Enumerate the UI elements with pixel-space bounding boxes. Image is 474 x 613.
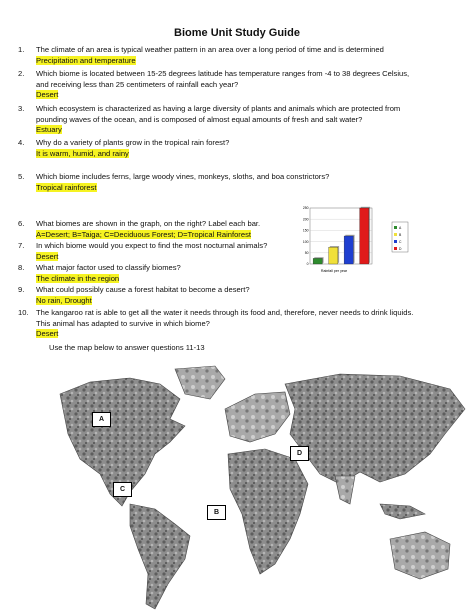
chart-xlabel: Rainfall per year [320,269,348,273]
south-america [130,504,190,609]
q10-number: 10. [18,308,29,317]
chart-legend-swatch [394,233,397,236]
q9-answer: No rain, Drought [36,295,92,305]
chart-y-tick-label: 250 [302,206,309,211]
q10-line-2: This animal has adapted to survive in which biome? [36,318,210,328]
chart-bar-d [360,208,369,264]
map-label-c: C [113,482,132,497]
q10-answer: Desert [36,329,59,338]
q1-number: 1. [18,45,25,54]
europe [225,392,290,442]
chart-y-tick-label: 50 [304,251,309,255]
q3-line-2: pounding waves of the ocean, and is composed of almost equal amounts of fresh and salt water? [36,114,363,124]
map-instructions: Use the map below to answer questions 11-13 [49,343,205,352]
q3-number: 3. [18,104,25,113]
chart-y-tick-label: 100 [302,239,309,244]
q5-text [36,172,329,193]
q2-answer: Desert [36,90,59,99]
q2-line-1: Which biome is located between 15-25 degrees latitude has temperature ranges from -4 to 38 degrees Celsius, [36,69,410,78]
chart-bar-c [344,236,353,264]
q5-line-1: Which biome includes ferns, large woody vines, monkeys, sloths, and boa constrictors? [36,172,330,181]
q8-number: 8. [18,263,25,272]
q1-text [36,45,384,66]
south-asia [335,476,355,504]
q7-answer: Desert [36,251,59,261]
q2-number: 2. [18,69,25,78]
world-biome-map [50,364,468,613]
chart-legend-swatch [394,226,397,229]
q5-answer: Tropical rainforest [36,182,97,192]
q9-text [36,285,250,306]
q4-line-1: Why do a variety of plants grow in the tropical rain forest? [36,138,230,147]
chart-y-tick-label: 0 [306,262,309,267]
q4-answer: It is warm, humid, and rainy [36,148,129,158]
australia [390,532,450,579]
chart-bar-b [329,247,338,264]
chart-legend-label: D [399,246,402,251]
chart-y-tick-label: 150 [302,228,309,233]
africa [228,449,308,574]
q5-number: 5. [18,172,25,181]
greenland [175,366,225,399]
rainfall-bar-chart [296,204,412,274]
chart-legend-label: A [399,225,402,230]
q9-line-1: What could possibly cause a forest habitat to become a desert? [36,285,250,294]
q8-answer: The climate in the region [36,273,120,283]
chart-legend-swatch [394,240,397,243]
q1-answer: Precipitation and temperature [36,55,136,65]
q7-line-1: In which biome would you expect to find the most nocturnal animals? [36,241,268,250]
q6-line-1: What biomes are shown in the graph, on the right? Label each bar. [36,219,261,228]
chart-legend-swatch [394,247,397,250]
indonesia [380,504,425,519]
map-label-b: B [207,505,226,520]
q6-number: 6. [18,219,25,228]
q2-line-2: and receiving less than 25 centimeters of rainfall each year? [36,79,239,89]
q8-text [36,263,181,284]
chart-y-tick-label: 200 [302,217,309,222]
q4-text [36,138,229,159]
q2-text [36,69,409,101]
asia [285,374,465,484]
chart-legend-label: C [399,239,402,244]
q3-text [36,104,400,136]
q1-line-1: The climate of an area is typical weather pattern in an area over a long period of time and is determined [36,45,384,54]
chart-bar-a [313,258,322,264]
chart-legend-label: B [399,232,402,237]
q7-text [36,241,267,262]
q3-line-1: Which ecosystem is characterized as having a large diversity of plants and animals which are protected from [36,104,401,113]
q3-answer: Estuary [36,125,62,134]
q8-line-1: What major factor used to classify biomes? [36,263,181,272]
q4-number: 4. [18,138,25,147]
q9-number: 9. [18,285,25,294]
map-label-a: A [92,412,111,427]
page-title: Biome Unit Study Guide [174,27,300,39]
map-label-d: D [290,446,309,461]
q10-line-1: The kangaroo rat is able to get all the water it needs through its food and, therefore, never needs to drink liquids. [36,308,414,317]
q7-number: 7. [18,241,25,250]
q10-text [36,308,413,340]
q6-text [36,219,260,240]
q6-answer: A=Desert; B=Taiga; C=Deciduous Forest; D=Tropical Rainforest [36,229,251,239]
